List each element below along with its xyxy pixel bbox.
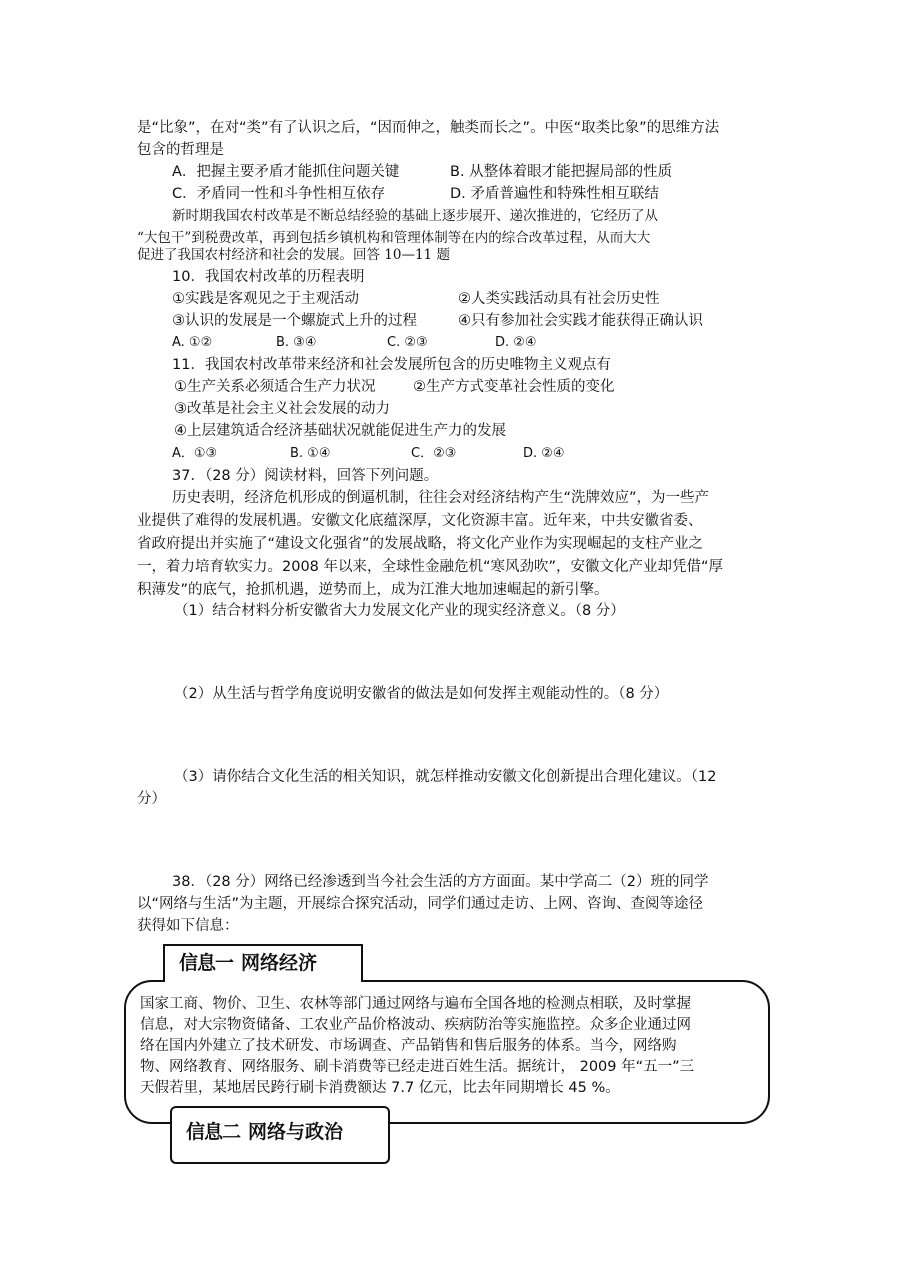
q38-line2: 以“网络与生活”为主题，开展综合探究活动，同学们通过走访、上网、咨询、查阅等途径 [137, 896, 704, 912]
info1-title: 网络经济 [241, 952, 318, 974]
q37-part3-line2: 分） [137, 791, 166, 807]
info1-body-line3: 络在国内外建立了技术研发、市场调查、产品销售和售后服务的体系。当今，网络购 [140, 1038, 677, 1054]
q38-line3: 获得如下信息： [137, 918, 239, 934]
q9-option-d: D. 矛盾普遍性和特殊性相互联结 [450, 186, 659, 202]
q10-option-c: C. ②③ [387, 335, 428, 350]
q11-statement-3: ③改革是社会主义社会发展的动力 [174, 401, 390, 417]
q10-statement-4: ④只有参加社会实践才能获得正确认识 [458, 313, 703, 329]
q11-statement-1: ①生产关系必须适合生产力状况 [174, 379, 376, 395]
info2-tag: 信息二 [186, 1121, 241, 1143]
q37-material-line3: 省政府提出并实施了“建设文化强省”的发展战略，将文化产业作为实现崛起的支柱产业之 [137, 536, 704, 552]
q11-option-d: D. ②④ [523, 446, 565, 461]
info1-tag: 信息一 [179, 952, 234, 974]
q10-statement-3: ③认识的发展是一个螺旋式上升的过程 [172, 313, 417, 329]
q37-part3-line1: （3）请你结合文化生活的相关知识，就怎样推动安徽文化创新提出合理化建议。（12 [174, 769, 717, 785]
info1-title-tab [163, 944, 363, 982]
q9-stem-line1: 是“比象”，在对“类”有了认识之后，“因而伸之，触类而长之”。中医“取类比象”的思维方法 [137, 120, 720, 136]
q10-statement-1: ①实践是客观见之于主观活动 [172, 291, 359, 307]
q11-statement-4: ④上层建筑适合经济基础状况就能促进生产力的发展 [174, 423, 506, 439]
q11-statement-2: ②生产方式变革社会性质的变化 [413, 379, 615, 395]
info1-body-line4: 物、网络教育、网络服务、刷卡消费等已经走进百姓生活。据统计， 2009 年“五一”三 [140, 1059, 695, 1075]
q38-line1: 38．（28 分）网络已经渗透到当今社会生活的方方面面。某中学高二（2）班的同学 [172, 874, 709, 890]
reform-passage-line3: 促进了我国农村经济和社会的发展。回答 10—11 题 [137, 247, 450, 263]
q11-option-b: B. ①④ [290, 446, 331, 461]
q37-part1: （1）结合材料分析安徽省大力发展文化产业的现实经济意义。（8 分） [174, 603, 625, 619]
info1-body-line5: 天假若里，某地居民跨行刷卡消费额达 7.7 亿元，比去年同期增长 45 %。 [140, 1080, 620, 1096]
q10-option-b: B. ③④ [276, 335, 317, 350]
q37-stem: 37．（28 分）阅读材料，回答下列问题。 [172, 468, 439, 484]
info-box-network-economy [124, 980, 770, 1124]
q9-option-a: A．把握主要矛盾才能抓住问题关键 [172, 164, 400, 180]
q9-option-c: C．矛盾同一性和斗争性相互依存 [172, 186, 386, 202]
q37-material-line5: 积薄发”的底气，抢抓机遇，逆势而上，成为江淮大地加速崛起的新引擎。 [137, 582, 609, 598]
info2-title: 网络与政治 [248, 1121, 344, 1143]
q10-option-d: D. ②④ [495, 335, 537, 350]
q11-option-c: C．②③ [411, 446, 457, 461]
q9-stem-line2: 包含的哲理是 [137, 142, 224, 158]
q37-material-line2: 业提供了难得的发展机遇。安徽文化底蕴深厚，文化资源丰富。近年来，中共安徽省委、 [137, 513, 703, 529]
info1-body-line1: 国家工商、物价、卫生、农林等部门通过网络与遍布全国各地的检测点相联，及时掌握 [140, 996, 691, 1012]
q37-material-line4: 一，着力培育软实力。2008 年以来，全球性金融危机“寒风劲吹”，安徽文化产业却凭借“厚 [137, 559, 724, 575]
info1-body-line2: 信息，对大宗物资储备、工农业产品价格波动、疾病防治等实施监控。众多企业通过网 [140, 1017, 691, 1033]
q11-stem: 11．我国农村改革带来经济和社会发展所包含的历史唯物主义观点有 [172, 357, 611, 373]
reform-passage-line2: “大包干”到税费改革，再到包括乡镇机构和管理体制等在内的综合改革过程，从而大大 [137, 230, 651, 246]
q10-option-a: A. ①② [172, 335, 213, 350]
q37-material-line1: 历史表明，经济危机形成的倒逼机制，往往会对经济结构产生“洗牌效应”，为一些产 [172, 490, 710, 506]
q11-option-a: A．①③ [172, 446, 218, 461]
q10-stem: 10．我国农村改革的历程表明 [172, 269, 365, 285]
reform-passage-line1: 新时期我国农村改革是不断总结经验的基础上逐步展开、递次推进的，它经历了从 [172, 208, 658, 224]
q10-statement-2: ②人类实践活动具有社会历史性 [458, 291, 660, 307]
info2-title-tab [170, 1106, 390, 1164]
q9-option-b: B. 从整体着眼才能把握局部的性质 [450, 164, 673, 180]
q37-part2: （2）从生活与哲学角度说明安徽省的做法是如何发挥主观能动性的。（8 分） [174, 686, 669, 702]
